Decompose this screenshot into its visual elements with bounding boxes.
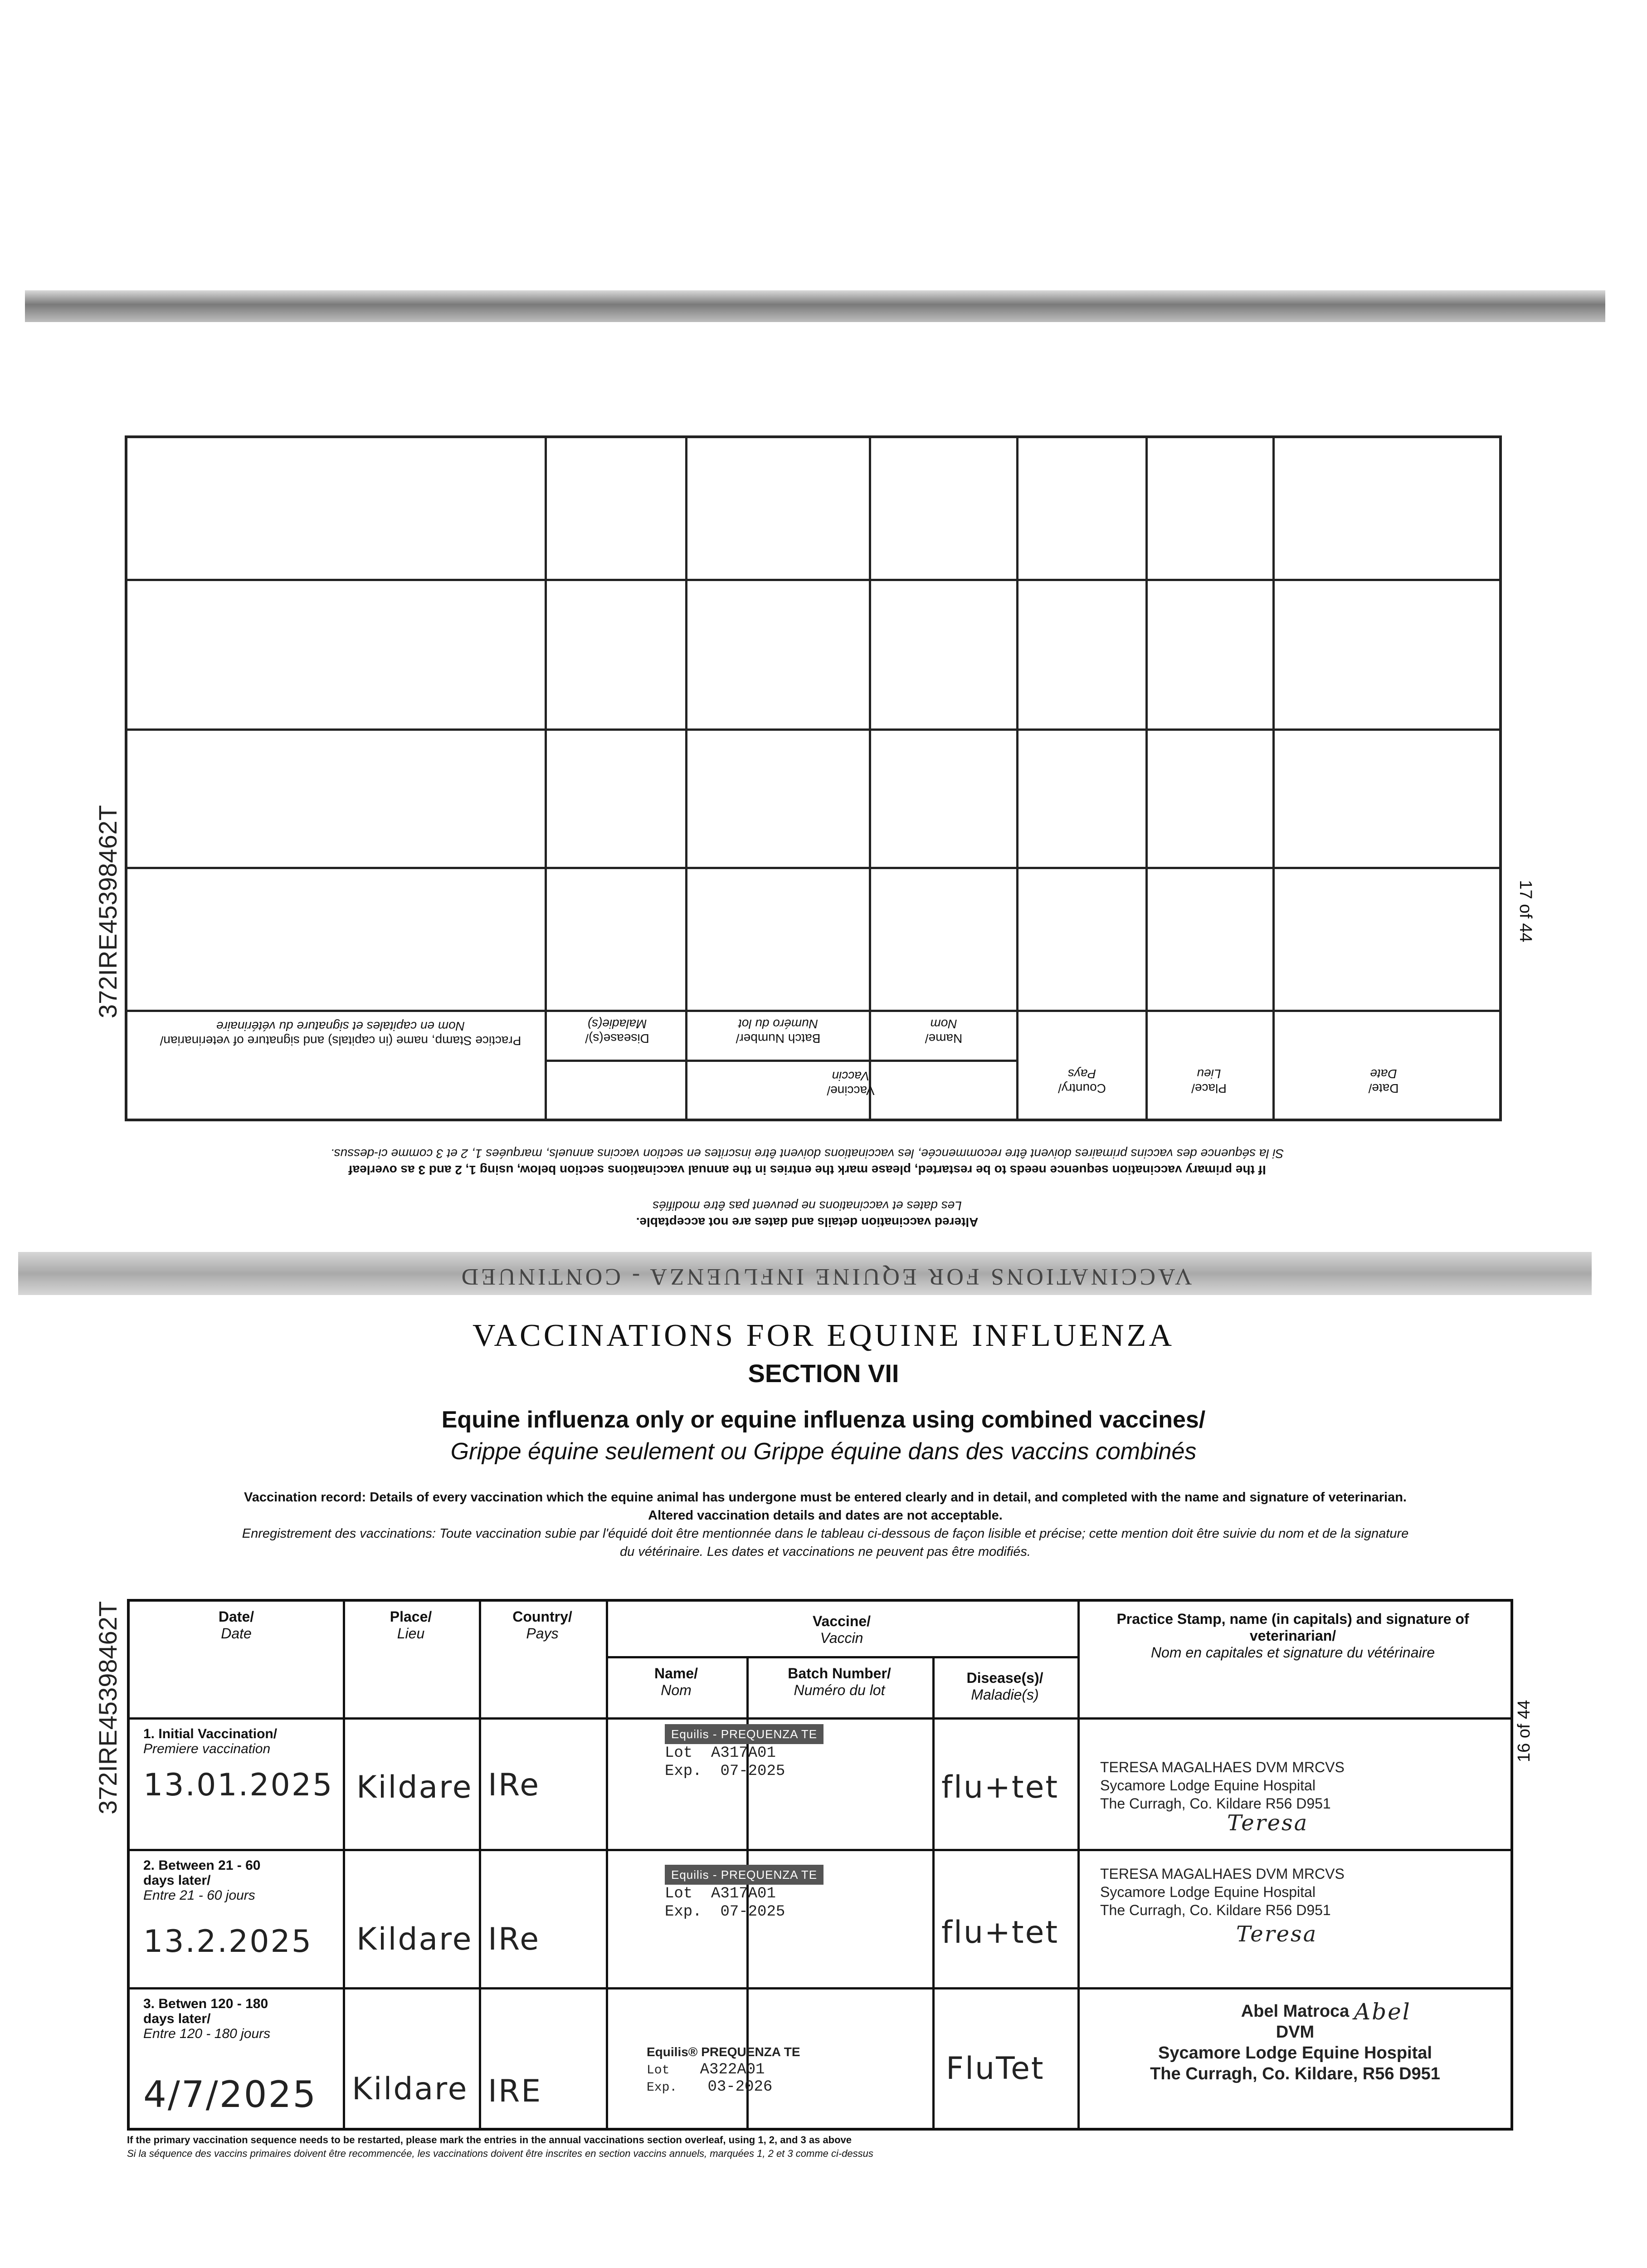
row2-exp: 07-2025 [720, 1903, 785, 1921]
scan-edge-band [25, 290, 1605, 322]
upside-header-country: Country/ Pays [1058, 1067, 1106, 1095]
header-name: Name/ Nom [654, 1665, 698, 1698]
row3-vaccine-stamp: Equilis® PREQUENZA TE Lot A322A01 Exp. 03-2026 [647, 2045, 800, 2096]
header-country: Country/ Pays [512, 1608, 572, 1642]
section-heading: SECTION VII [748, 1359, 899, 1388]
passport-id-page17: 372IRE45398462T [93, 805, 122, 1018]
upside-header-stamp: Practice Stamp, name (in capitals) and signature of veterinarian/ Nom en capitales et signature du vétérinaire [160, 1019, 521, 1048]
row2-vaccine-stamp: Equilis - PREQUENZA TE Lot A317A01 Exp. 07-2025 [665, 1865, 824, 1921]
row2-date: 13.2.2025 [143, 1924, 313, 1960]
passport-id-page16: 372IRE45398462T [93, 1601, 122, 1814]
header-vaccine: Vaccine/ Vaccin [812, 1613, 871, 1646]
header-date: Date/ Date [218, 1608, 254, 1642]
page-title: VACCINATIONS FOR EQUINE INFLUENZA [472, 1318, 1175, 1353]
row3-exp: 03-2026 [707, 2078, 773, 2096]
upside-header-date: Date/ Date [1368, 1067, 1399, 1095]
upside-header-batch: Batch Number/ Numéro du lot [736, 1017, 821, 1046]
row3-date: 4/7/2025 [143, 2073, 317, 2116]
row3-product: Equilis® PREQUENZA TE [647, 2045, 800, 2059]
upside-section-title: VACCINATIONS FOR EQUINE INFLUENZA - CONTINUED [458, 1264, 1192, 1290]
upside-restart-note: If the primary vaccination sequence needs to be restarted, please mark the entries in the annual vaccinations section below, using 1, 2 and 3 as overleaf Si la séquence des vaccins primaires doivent être recommencée, les vaccinations doivent être inscrites en section vaccins annuels, marquées 1, 2 et 3 comme ci-dessus. [330, 1147, 1284, 1177]
row-label-3: 3. Betwen 120 - 180 days later/ Entre 120 - 180 jours [143, 1996, 271, 2041]
row1-date: 13.01.2025 [143, 1767, 334, 1803]
record-instructions-en-2: Altered vaccination details and dates are not acceptable. [648, 1508, 1003, 1523]
upside-header-disease: Disease(s)/ Maladie(s) [585, 1017, 649, 1046]
row1-disease: flu+tet [941, 1769, 1059, 1805]
footer-note-en: If the primary vaccination sequence needs to be restarted, please mark the entries in the annual vaccinations section overleaf, using 1, 2, and 3 as above [127, 2134, 852, 2146]
row1-vaccine-stamp: Equilis - PREQUENZA TE Lot A317A01 Exp. 07-2025 [665, 1724, 824, 1780]
record-instructions-fr: Enregistrement des vaccinations: Toute vaccination subie par l'équidé doit être mentionnée dans le tableau ci-dessous de façon lisible et précise; cette mention doit être suivie du nom et de la signature [242, 1526, 1409, 1541]
upside-header-place: Place/ Lieu [1191, 1067, 1227, 1095]
row3-country: IRE [488, 2073, 542, 2109]
upside-header-vaccine: Vaccine/ Vaccin [827, 1069, 875, 1098]
header-practice-stamp: Practice Stamp, name (in capitals) and signature of veterinarian/ Nom en capitales et signature du vétérinaire [1116, 1611, 1469, 1661]
row1-signature: Teresa [1227, 1810, 1309, 1836]
upside-header-name: Name/ Nom [925, 1017, 963, 1046]
row2-disease: flu+tet [941, 1915, 1059, 1950]
row3-place: Kildare [352, 2071, 468, 2107]
subtitle-fr: Grippe équine seulement ou Grippe équine dans des vaccins combinés [450, 1438, 1197, 1465]
row3-disease: FluTet [946, 2051, 1045, 2087]
subtitle-en: Equine influenza only or equine influenza using combined vaccines/ [441, 1407, 1206, 1433]
row1-lot: A317A01 [711, 1745, 776, 1762]
header-disease: Disease(s)/ Maladie(s) [966, 1670, 1043, 1703]
page-number-page16: 16 of 44 [1515, 1700, 1534, 1762]
header-batch: Batch Number/ Numéro du lot [788, 1665, 891, 1698]
row2-lot: A317A01 [711, 1885, 776, 1902]
upside-altered-note: Altered vaccination details and dates are not acceptable. Les dates et vaccinations ne peuvent pas être modifiés [636, 1199, 979, 1229]
row2-country: IRe [488, 1921, 541, 1957]
row-label-2: 2. Between 21 - 60 days later/ Entre 21 - 60 jours [143, 1858, 261, 1903]
row1-place: Kildare [356, 1769, 473, 1805]
row1-country: IRe [488, 1767, 541, 1803]
row2-product: Equilis - PREQUENZA TE [665, 1865, 824, 1885]
row1-vet-stamp: TERESA MAGALHAES DVM MRCVS Sycamore Lodge Equine Hospital The Curragh, Co. Kildare R56 D951 [1100, 1759, 1345, 1812]
footer-note-fr: Si la séquence des vaccins primaires doivent être recommencée, les vaccinations doivent être inscrites en section vaccins annuels, marquées 1, 2 et 3 comme ci-dessus [127, 2148, 873, 2159]
row1-product: Equilis - PREQUENZA TE [665, 1724, 824, 1744]
upside-down-vaccination-table [125, 435, 1502, 1121]
vaccination-table [127, 1599, 1513, 2131]
row1-exp: 07-2025 [720, 1763, 785, 1780]
record-instructions-fr-2: du vétérinaire. Les dates et vaccinations ne peuvent pas être modifiés. [620, 1545, 1031, 1559]
page-number-page17: 17 of 44 [1516, 880, 1535, 943]
row3-signature: Abel [1354, 1999, 1411, 2025]
row3-lot: A322A01 [700, 2061, 765, 2078]
row2-place: Kildare [356, 1921, 473, 1957]
header-place: Place/ Lieu [390, 1608, 432, 1642]
record-instructions-en: Vaccination record: Details of every vaccination which the equine animal has undergone must be entered clearly and in detail, and completed with the name and signature of veterinarian. [244, 1490, 1407, 1505]
row2-vet-stamp: TERESA MAGALHAES DVM MRCVS Sycamore Lodge Equine Hospital The Curragh, Co. Kildare R56 D951 [1100, 1866, 1345, 1918]
row3-vet-stamp: Abel Matroca DVM Sycamore Lodge Equine Hospital The Curragh, Co. Kildare, R56 D951 [1150, 2002, 1440, 2083]
row-label-1: 1. Initial Vaccination/ Premiere vaccination [143, 1726, 278, 1756]
row2-signature: Teresa [1236, 1921, 1318, 1947]
